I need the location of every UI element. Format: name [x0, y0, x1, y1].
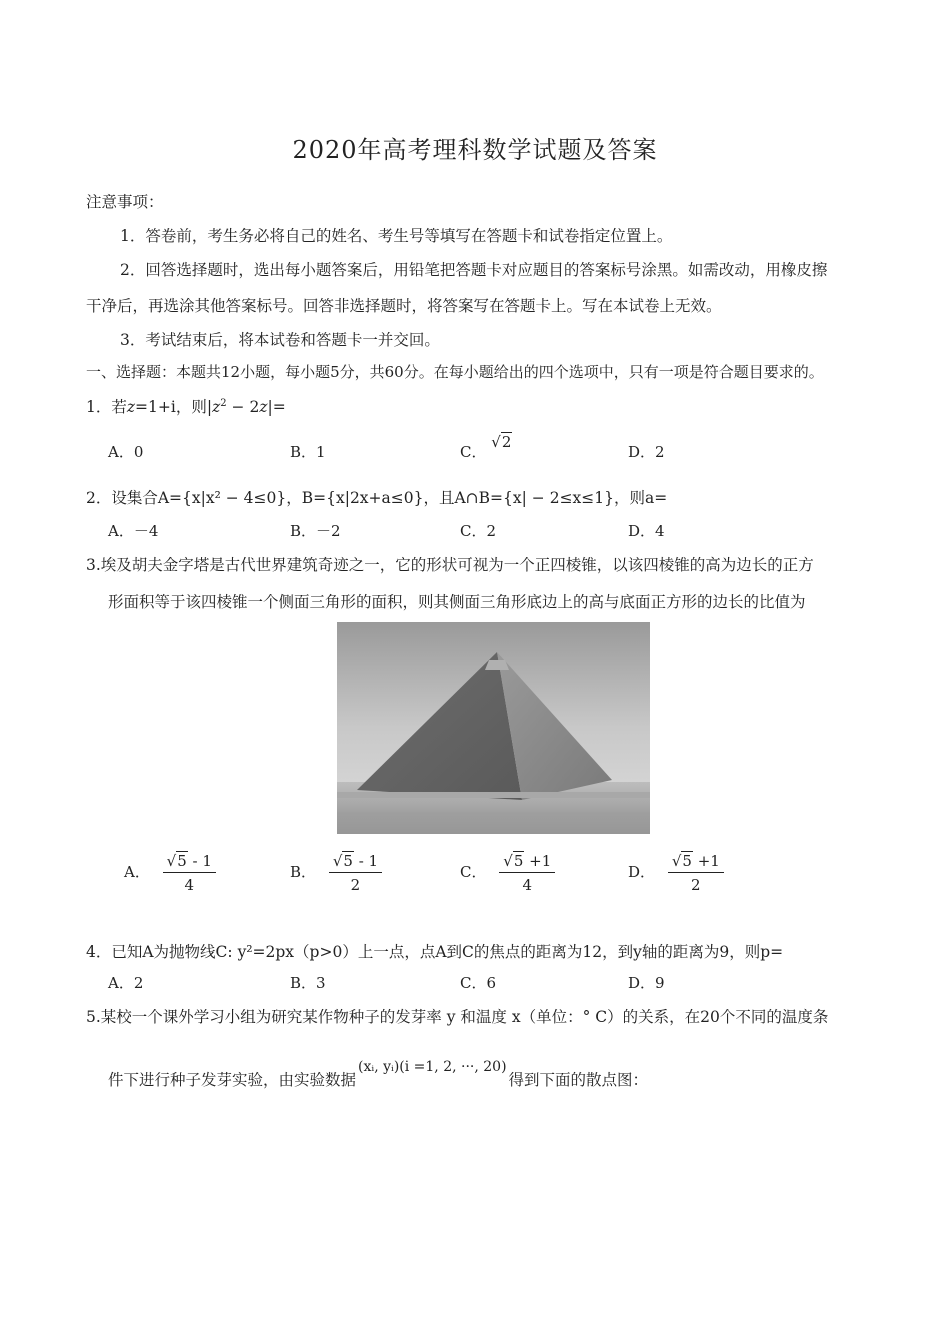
question-4: 4．已知A为抛物线C: y²=2px（p>0）上一点，点A到C的焦点的距离为12，到y轴的距离为9，则p=: [86, 943, 784, 961]
sqrt-symbol: √5: [166, 852, 187, 870]
q3-d-rest: +1: [692, 852, 720, 870]
q3-option-a: [124, 852, 216, 894]
q3-option-c: [460, 852, 555, 894]
q1-option-c-radicand: 2: [501, 433, 512, 451]
q3-d-denominator: 2: [691, 876, 701, 894]
notice-heading: 注意事项：: [86, 193, 164, 211]
section-1-heading: 一、选择题：本题共12小题，每小题5分，共60分。在每小题给出的四个选项中，只有一项是符合题目要求的。: [86, 363, 824, 381]
q3-option-d-label: D．: [628, 863, 656, 881]
pyramid-image: [337, 622, 650, 834]
q3-c-denominator: 4: [522, 876, 533, 894]
question-3-line-2: 形面积等于该四棱锥一个侧面三角形的面积，则其侧面三角形底边上的高与底面正方形的边长的比值为: [108, 593, 806, 611]
sqrt-symbol: √2: [491, 433, 512, 451]
q3-option-b-label: B．: [290, 863, 317, 881]
q3-c-rest: +1: [524, 852, 552, 870]
q3-b-radicand: 5: [343, 852, 353, 870]
q3-b-rest: - 1: [353, 852, 379, 870]
q4-option-a: A．2: [108, 974, 144, 992]
q1-option-c-label: C．: [460, 443, 487, 461]
q2-option-b: B．－2: [290, 522, 341, 540]
question-2: 2．设集合A={x|x² − 4≤0}，B={x|2x+a≤0}，且A∩B={x| − 2≤x≤1}，则a=: [86, 489, 668, 507]
page-title: 2020年高考理科数学试题及答案: [292, 136, 658, 164]
q3-option-a-label: A．: [124, 863, 150, 881]
q1-eq: =1+i，则|: [135, 398, 213, 416]
notice-item-2-line-2: 干净后，再选涂其他答案标号。回答非选择题时，将答案写在答题卡上。写在本试卷上无效。: [86, 297, 722, 315]
q3-c-radicand: 5: [513, 852, 524, 870]
notice-item-1: 1．答卷前，考生务必将自己的姓名、考生号等填写在答题卡和试卷指定位置上。: [120, 227, 673, 245]
q1-option-b: B．1: [290, 443, 326, 461]
q3-option-b-fraction: [329, 852, 382, 894]
q4-option-c: C．6: [460, 974, 497, 992]
pyramid-photo-icon: [337, 622, 650, 834]
q1-var-z-2: z: [212, 398, 221, 416]
q3-option-c-label: C．: [460, 863, 487, 881]
q5-line-2-pre: 件下进行种子发芽实验，由实验数据: [108, 1071, 357, 1089]
q2-option-d: D．4: [628, 522, 665, 540]
q3-option-d-fraction: [668, 852, 724, 894]
question-5-line-2: [108, 1059, 649, 1090]
q3-option-d: [628, 852, 724, 894]
sqrt-symbol: √5: [671, 852, 692, 870]
q4-option-d: D．9: [628, 974, 665, 992]
q5-data-expression: (xᵢ, yᵢ)(i =1, 2, ···, 20): [358, 1059, 507, 1075]
notice-item-2-line-1: 2．回答选择题时，选出每小题答案后，用铅笔把答题卡对应题目的答案标号涂黑。如需改动，用橡皮擦: [120, 261, 828, 279]
q3-a-denominator: 4: [184, 876, 195, 894]
q3-option-a-fraction: [163, 852, 216, 894]
sqrt-symbol: √5: [332, 852, 353, 870]
q1-option-a: A．0: [108, 443, 144, 461]
notice-item-3: 3．考试结束后，将本试卷和答题卡一并交回。: [120, 331, 440, 349]
q3-a-radicand: 5: [177, 852, 187, 870]
q2-option-a: A．－4: [108, 522, 159, 540]
q1-prefix: 1．若: [86, 398, 127, 416]
question-1: [86, 395, 286, 417]
q5-line-2-post: 得到下面的散点图：: [508, 1071, 649, 1089]
q3-b-denominator: 2: [350, 876, 361, 894]
question-5-line-1: 5.某校一个课外学习小组为研究某作物种子的发芽率 y 和温度 x（单位：° C）的关系，在20个不同的温度条: [86, 1008, 829, 1026]
q3-a-rest: - 1: [187, 852, 212, 870]
q2-option-c: C．2: [460, 522, 497, 540]
q1-var-z: z: [126, 398, 136, 416]
q3-option-c-fraction: [499, 852, 555, 894]
q4-option-b: B．3: [290, 974, 326, 992]
q1-exp: 2: [220, 397, 227, 409]
sqrt-symbol: √5: [503, 852, 524, 870]
q1-var-z-3: z: [259, 398, 268, 416]
q3-option-b: [290, 852, 382, 894]
q3-d-radicand: 5: [682, 852, 692, 870]
q1-end: |=: [267, 398, 286, 416]
q1-option-c: [460, 433, 512, 462]
q1-option-d: D．2: [628, 443, 665, 461]
question-3-line-1: 3.埃及胡夫金字塔是古代世界建筑奇迹之一，它的形状可视为一个正四棱锥，以该四棱锥的高为边长的正方: [86, 556, 814, 574]
q1-minus: − 2: [226, 398, 260, 416]
